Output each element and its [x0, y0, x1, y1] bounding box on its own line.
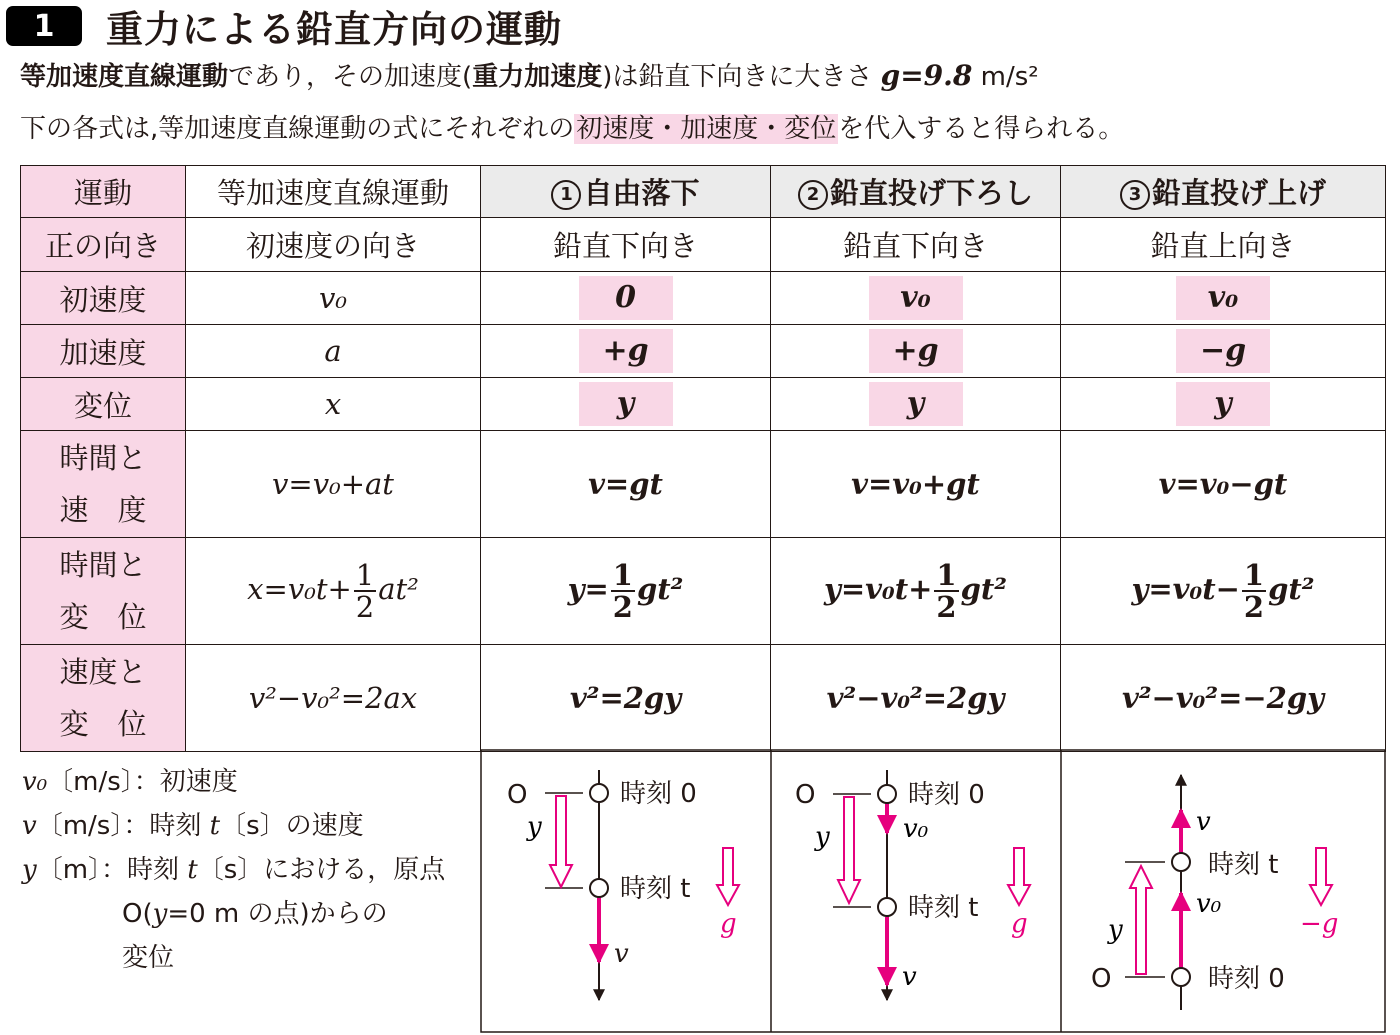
row-label: 正の向き [21, 218, 186, 272]
fraction: $\frac{1}{2}$ [936, 558, 957, 624]
row-label: 変位 [21, 378, 186, 431]
legend-item: v〔m/s〕：時刻 t〔s〕の速度 [22, 811, 364, 841]
intro-text: であり， [228, 62, 333, 92]
svg-text:時刻 t: 時刻 t [1208, 850, 1279, 880]
displacement-arrow [838, 797, 860, 903]
position-marker [878, 785, 896, 803]
highlight-value: −g [1176, 329, 1270, 373]
cell: 鉛直下向き [481, 218, 771, 272]
formula: v=v₀+at [186, 431, 481, 538]
circled-number: 3 [1120, 180, 1150, 210]
section-number-badge: 1 [6, 6, 82, 46]
highlight-value: y [579, 382, 673, 426]
row-label: 速度と 変 位 [21, 645, 186, 752]
intro-bold-term: 重力加速度 [472, 62, 603, 92]
formula: v=gt [481, 431, 771, 538]
svg-text:時刻 0: 時刻 0 [908, 780, 985, 810]
circled-number: 1 [551, 180, 581, 210]
header-general: 等加速度直線運動 [186, 166, 481, 218]
position-marker [1172, 968, 1190, 986]
row-label: 時間と 変 位 [21, 538, 186, 645]
svg-text:v₀: v₀ [903, 814, 929, 844]
position-marker [590, 784, 608, 802]
formula: v²−v₀²=2gy [771, 645, 1061, 752]
svg-text:y: y [527, 812, 542, 842]
svg-text:O: O [507, 780, 528, 810]
formula: v²=2gy [481, 645, 771, 752]
formula: v²−v₀²=2ax [186, 645, 481, 752]
formula: v²−v₀²=−2gy [1061, 645, 1386, 752]
cell: a [186, 325, 481, 378]
cell: 鉛直上向き [1061, 218, 1386, 272]
svg-text:y: y [1108, 915, 1123, 945]
legend-item: 変位 [122, 943, 175, 973]
gravity-value: g=9.8 [880, 59, 973, 92]
intro-highlight: 初速度・加速度・変位 [576, 114, 837, 144]
fraction: $\frac{1}{2}$ [355, 558, 375, 624]
displacement-arrow [1130, 866, 1152, 974]
svg-text:O: O [1091, 964, 1112, 994]
throw-up-diagram [1091, 775, 1338, 1010]
formula: v=v₀−gt [1061, 431, 1386, 538]
circled-number: 2 [798, 180, 828, 210]
highlight-value: +g [579, 329, 673, 373]
legend-item: v₀〔m/s〕：初速度 [22, 767, 238, 797]
position-marker [590, 879, 608, 897]
svg-text:g: g [1011, 909, 1028, 939]
section-title: 重力による鉛直方向の運動 [106, 8, 562, 51]
svg-text:v: v [1196, 807, 1211, 837]
svg-text:−g: −g [1300, 909, 1339, 939]
throw-down-diagram [795, 770, 1030, 1000]
legend-item: O(y=0 m の点)からの [122, 899, 388, 929]
legend-item: y〔m〕：時刻 t〔s〕における，原点 [22, 855, 446, 885]
svg-text:v: v [902, 962, 917, 992]
header-throw-up: 3 鉛直投げ上げ [1061, 166, 1386, 218]
fraction: $\frac{1}{2}$ [1243, 558, 1265, 624]
gravity-arrow [1310, 848, 1332, 905]
highlight-value: v₀ [1176, 276, 1270, 320]
highlight-value: y [1176, 382, 1270, 426]
intro-text: その加速度( [332, 62, 473, 92]
header-free-fall: 1 自由落下 [481, 166, 771, 218]
svg-text:y: y [815, 822, 830, 852]
gravity-unit: m/s² [972, 62, 1039, 92]
highlight-value: 0 [579, 276, 673, 320]
header-motion: 運動 [21, 166, 186, 218]
formula: y=v₀t+ $\frac{1}{2}$ gt² [771, 538, 1061, 645]
svg-text:g: g [720, 909, 737, 939]
svg-text:時刻 0: 時刻 0 [1208, 964, 1285, 994]
header-throw-down: 2 鉛直投げ下ろし [771, 166, 1061, 218]
free-fall-diagram [507, 770, 739, 1000]
highlight-value: v₀ [869, 276, 963, 320]
displacement-arrow [550, 796, 572, 887]
cell: v₀ [186, 272, 481, 325]
formula: y=v₀t− $\frac{1}{2}$ gt² [1061, 538, 1386, 645]
svg-text:v: v [614, 939, 629, 969]
svg-text:O: O [795, 780, 816, 810]
highlight-value: y [869, 382, 963, 426]
formula: v=v₀+gt [771, 431, 1061, 538]
gravity-arrow [717, 848, 739, 905]
svg-text:時刻 t: 時刻 t [620, 874, 691, 904]
intro-bold-term: 等加速度直線運動 [20, 62, 229, 92]
row-label: 時間と 速 度 [21, 431, 186, 538]
row-label: 初速度 [21, 272, 186, 325]
intro-text: 下の各式は,等加速度直線運動の式にそれぞれの [20, 114, 575, 144]
cell: x [186, 378, 481, 431]
intro-text: )は鉛直下向きに大きさ [602, 62, 873, 92]
position-marker [878, 898, 896, 916]
row-label: 加速度 [21, 325, 186, 378]
highlight-value: +g [869, 329, 963, 373]
fraction: $\frac{1}{2}$ [612, 558, 633, 624]
cell: 鉛直下向き [771, 218, 1061, 272]
formula: x=v₀t+ $\frac{1}{2}$ at² [186, 538, 481, 645]
svg-text:v₀: v₀ [1196, 889, 1222, 919]
intro-text: を代入すると得られる。 [838, 114, 1125, 144]
svg-text:時刻 t: 時刻 t [908, 893, 979, 923]
svg-text:時刻 0: 時刻 0 [620, 779, 697, 809]
cell: 初速度の向き [186, 218, 481, 272]
position-marker [1172, 853, 1190, 871]
gravity-arrow [1008, 848, 1030, 905]
formula: y= $\frac{1}{2}$ gt² [481, 538, 771, 645]
